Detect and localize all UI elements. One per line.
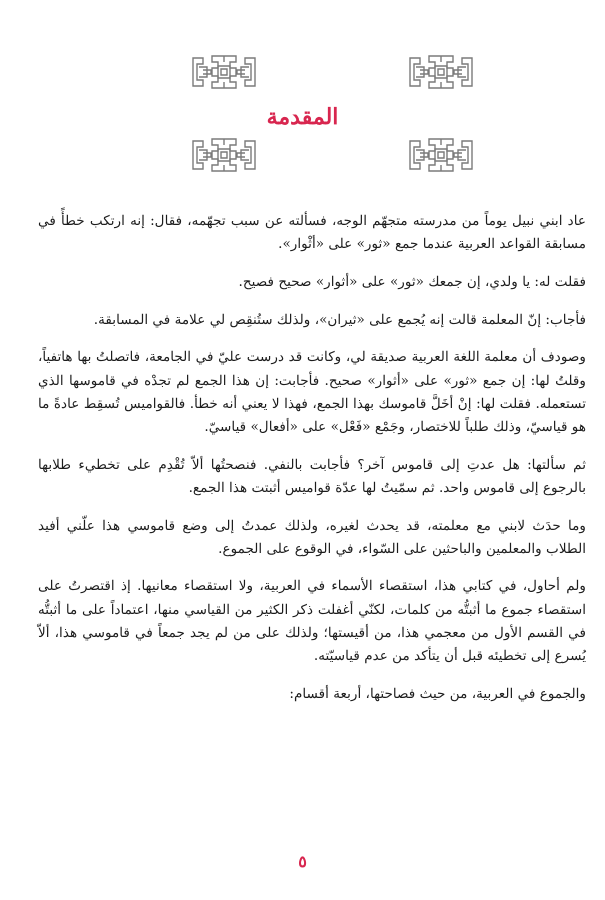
body-text [38, 210, 586, 720]
arabesque-ornament-icon [407, 135, 475, 175]
arabesque-ornament-icon [190, 135, 258, 175]
paragraph: وصودف أن معلمة اللغة العربية صديقة لي، وكانت قد درست عليّ في الجامعة، فاتصلتُ بها هاتفياً، وقلتُ لها: إن جمع «ثور» على «أثوار» صحيح. فأجابت: إن هذا الجمع لم تجدْه في قاموسها الذي تستعمله. فقلت لها: إنْ أخَلَّ قاموسك بهذا الجمع، فهذا لا يعني أنه خطأ. فالقواميس تُسقِط عادةً ما هو قياسيّ، وذلك طلباً للاختصار، وجَمْع «فَعْل» على «أفعال» قياسيّ. [38, 349, 586, 435]
paragraph: عاد ابني نبيل يوماً من مدرسته متجهّم الوجه، فسألته عن سبب تجهّمه، فقال: إنه ارتكب خطأً في مسابقة القواعد العربية عندما جمع «ثور» على «أثْوار». [38, 213, 586, 253]
paragraph: فقلت له: يا ولدي، إن جمعك «ثور» على «أثوار» صحيح فصيح. [238, 273, 586, 290]
page-number: ٥ [298, 852, 307, 871]
page-title: المقدمة [266, 104, 339, 130]
paragraph: وما حدَث لابني مع معلمته، قد يحدث لغيره، ولذلك عمدتُ إلى وضع قاموسي هذا علّني أفيد الطلاب والمعلمين والباحثين على السّواء، في الوقوع على الجموع. [38, 517, 586, 557]
arabesque-ornament-icon [407, 52, 475, 92]
paragraph: ولم أحاول، في كتابي هذا، استقصاء الأسماء في العربية، ولا استقصاء معانيها. إذ اقتصرتُ على استقصاء جموع ما أثبتُّه من كلمات، لكنّي أغفلت ذكر الكثير من القياسي منها، اعتماداً على ما أثبتُّه في القسم الأول من معجمي هذا، من أقيستها؛ ولذلك على من لم يجد جمعاً في قاموسي هذا، ألاّ يُسرع إلى تخطيئه قبل أن يتأكد من عدم قياسيّته. [38, 578, 586, 665]
arabesque-ornament-icon [190, 52, 258, 92]
paragraph: والجموع في العربية، من حيث فصاحتها، أربعة أقسام: [289, 685, 586, 702]
paragraph: ثم سألتها: هل عدتِ إلى قاموس آخر؟ فأجابت بالنفي. فنصحتُها ألاّ تُقْدِم على تخطيء طلابها بالرجوع إلى قاموس واحد. ثم سمّيتُ لها عدّة قواميس أثبتت هذا الجمع. [38, 456, 586, 496]
paragraph: فأجاب: إنّ المعلمة قالت إنه يُجمع على «ثيران»، ولذلك ستُنقِص لي علامة في المسابقة. [93, 311, 586, 328]
